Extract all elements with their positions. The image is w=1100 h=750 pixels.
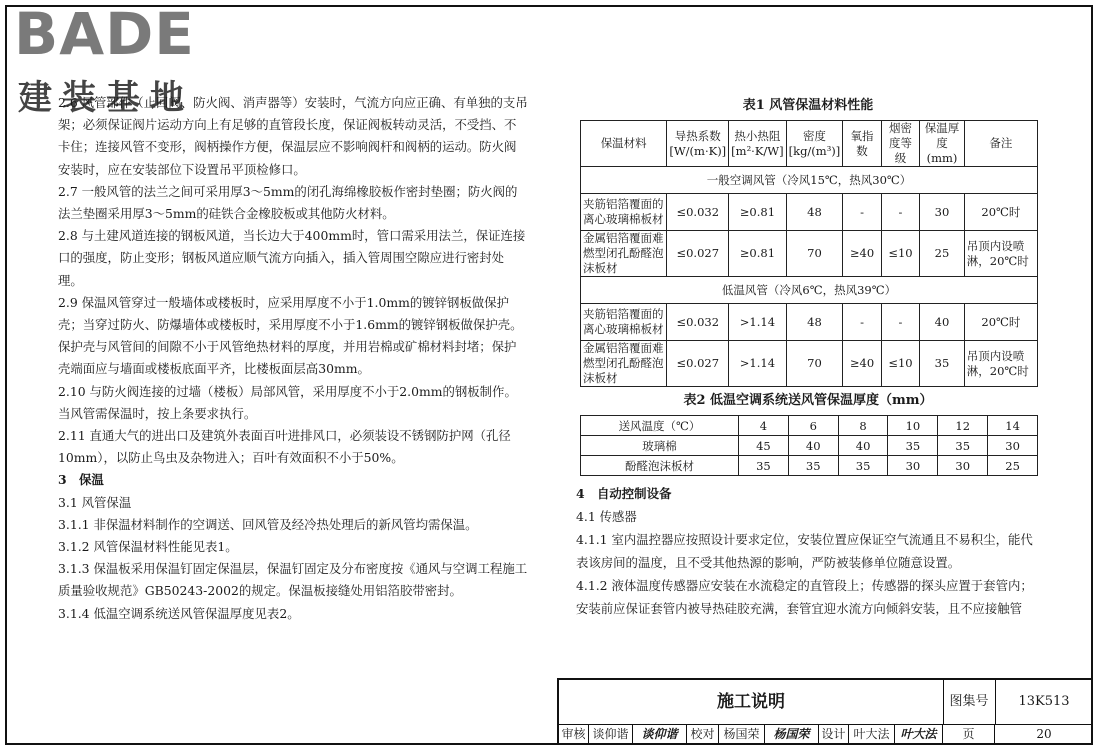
table-cell: 35	[888, 436, 938, 456]
table-cell: 8	[838, 416, 888, 436]
clause-2-7: 2.7 一般风管的法兰之间可采用厚3～5mm的闭孔海绵橡胶板作密封垫圈；防火阀的法兰垫圈采用厚3～5mm的硅铁合金橡胶板或其他防火材料。	[58, 183, 518, 222]
table-cell: 30	[938, 456, 988, 476]
table1	[580, 120, 1038, 387]
clause-2-10: 2.10 与防火阀连接的过墙（楼板）局部风管，采用厚度不小于2.0mm的钢板制作。当风管需保温时，按上条要求执行。	[58, 383, 517, 421]
table-cell: 45	[739, 436, 789, 456]
table-cell: 25	[920, 231, 965, 277]
page-label: 页	[943, 724, 995, 745]
table2-caption: 表2 低温空调系统送风管保温厚度（mm）	[683, 393, 933, 408]
table-cell: ≤10	[881, 341, 919, 387]
table-cell: 12	[938, 416, 988, 436]
table1-header: 氧指数	[843, 121, 881, 167]
table-cell: -	[881, 194, 919, 231]
designer-name: 叶大法	[849, 724, 895, 745]
table-cell: 30	[920, 194, 965, 231]
table-cell: 35	[920, 341, 965, 387]
table-cell: -	[843, 304, 881, 341]
clause-3-1-2: 3.1.2 风管保温材料性能见表1。	[58, 539, 238, 555]
table-cell: 30	[888, 456, 938, 476]
table-cell: 10	[888, 416, 938, 436]
clause-3-1-4: 3.1.4 低温空调系统送风管保温厚度见表2。	[58, 605, 300, 621]
table-cell: ≤10	[881, 231, 919, 277]
table-cell: 送风温度（℃）	[581, 416, 739, 436]
table-cell: 48	[786, 304, 843, 341]
table1-section-low-temp: 低温风管（冷风6℃，热风39℃）	[581, 277, 1038, 304]
clause-4-1: 4.1 传感器	[576, 509, 637, 524]
table-cell: 酚醛泡沫板材	[581, 456, 739, 476]
reviewer-name: 谈仰谐	[589, 724, 633, 745]
table1-header: 密度[kg/(m³)]	[786, 121, 843, 167]
table1-header: 烟密度等级	[881, 121, 919, 167]
logo-subtitle: 建装基地	[18, 78, 194, 118]
designer-signature: 叶大法	[895, 724, 943, 745]
checker-signature: 杨国荣	[765, 724, 819, 745]
title-block	[557, 678, 1093, 745]
drawing-title: 施工说明	[559, 680, 944, 725]
table-cell: ≤0.032	[667, 194, 729, 231]
table-cell: 20℃时	[964, 304, 1037, 341]
table-cell: ≥40	[843, 231, 881, 277]
table-cell: 6	[788, 416, 838, 436]
table1-header-row	[581, 121, 1038, 167]
table-cell: 金属铝箔覆面难燃型闭孔酚醛泡沫板材	[581, 341, 667, 387]
clause-2-6: 2.6 风管部件（止回阀、防火阀、消声器等）安装时，气流方向应正确、有单独的支吊架；必须保证阀片运动方向上有足够的直管段长度，保证阀板转动灵活，不受挡、不卡住；连接风管不变形，阀柄操作方便，保温层应不影响阀杆和阀柄的运动。防火阀安装时，应在安装部位下设置吊平顶检修口。	[58, 95, 528, 177]
clause-3-1: 3.1 风管保温	[58, 494, 132, 510]
table-cell: ≥40	[843, 341, 881, 387]
table-cell: ≤0.027	[667, 341, 729, 387]
clause-4-1-1: 4.1.1 室内温控器应按照设计要求定位，安装位置应保证空气流通且不易积尘，能代表该房间的温度，且不受其他热源的影响，严防被装修单位随意设置。	[576, 532, 1033, 570]
table-row	[581, 436, 1038, 456]
table-cell: 金属铝箔覆面难燃型闭孔酚醛泡沫板材	[581, 231, 667, 277]
design-label: 设计	[819, 724, 849, 745]
table-cell: 玻璃棉	[581, 436, 739, 456]
table-cell: ≥0.81	[729, 231, 786, 277]
table-cell: 夹筋铝箔覆面的离心玻璃棉板材	[581, 194, 667, 231]
table-row	[581, 194, 1038, 231]
table1-section-general: 一般空调风管（冷风15℃，热风30℃）	[581, 167, 1038, 194]
table-row	[581, 456, 1038, 476]
clause-3-1-1: 3.1.1 非保温材料制作的空调送、回风管及经冷热处理后的新风管均需保温。	[58, 516, 478, 532]
table-cell: >1.14	[729, 304, 786, 341]
reviewer-signature: 谈仰谐	[633, 724, 687, 745]
table-cell: 20℃时	[964, 194, 1037, 231]
table1-header: 导热系数[W/(m·K)]	[667, 121, 729, 167]
table1-caption: 表1 风管保温材料性能	[742, 98, 874, 113]
table-cell: 35	[788, 456, 838, 476]
section-4-heading: 4 自动控制设备	[576, 486, 672, 501]
table-cell: 吊顶内设喷淋，20℃时	[964, 231, 1037, 277]
table-row	[581, 231, 1038, 277]
table-cell: 夹筋铝箔覆面的离心玻璃棉板材	[581, 304, 667, 341]
logo-brand: BADE	[14, 0, 195, 68]
table-cell: 35	[838, 456, 888, 476]
table-row	[581, 416, 1038, 436]
table-row	[581, 341, 1038, 387]
section-3-heading: 3 保温	[58, 472, 104, 488]
clause-3-1-3: 3.1.3 保温板采用保温钉固定保温层，保温钉固定及分布密度按《通风与空调工程施工质量验收规范》GB50243-2002的规定。保温板接缝处用铝箔胶带密封。	[58, 561, 528, 599]
table1-header: 保温厚度(mm)	[920, 121, 965, 167]
table-cell: 40	[788, 436, 838, 456]
right-column	[576, 92, 1040, 620]
table-cell: 4	[739, 416, 789, 436]
table1-header: 热小热阻[m²·K/W]	[729, 121, 786, 167]
table-cell: 40	[838, 436, 888, 456]
table-row	[581, 304, 1038, 341]
table-cell: 70	[786, 341, 843, 387]
table-cell: 40	[920, 304, 965, 341]
table-cell: 48	[786, 194, 843, 231]
table-cell: -	[843, 194, 881, 231]
clause-2-9: 2.9 保温风管穿过一般墙体或楼板时，应采用厚度不小于1.0mm的镀锌钢板做保护壳；当穿过防火、防爆墙体或楼板时，采用厚度不小于1.6mm的镀锌钢板做保护壳。保护壳与风管间的间隙不小于风管绝热材料的厚度，并用岩棉或矿棉材料封堵；保护壳端面应与墙面或楼板底面平齐，比楼板面层高30mm。	[58, 294, 523, 377]
table1-header: 保温材料	[581, 121, 667, 167]
signature-row	[559, 724, 1093, 745]
table-cell: ≤0.027	[667, 231, 729, 277]
clause-2-11: 2.11 直通大气的进出口及建筑外表面百叶进排风口，必须装设不锈钢防护网（孔径10mm），以防止鸟虫及杂物进入；百叶有效面积不小于50%。	[58, 428, 511, 466]
table-cell: 70	[786, 231, 843, 277]
table-cell: 30	[988, 436, 1038, 456]
table-cell: ≥0.81	[729, 194, 786, 231]
checker-name: 杨国荣	[719, 724, 765, 745]
table-cell: 25	[988, 456, 1038, 476]
left-column	[58, 92, 528, 625]
table1-header: 备注	[964, 121, 1037, 167]
page-number: 20	[1036, 727, 1052, 741]
clause-4-1-2: 4.1.2 液体温度传感器应安装在水流稳定的直管段上；传感器的探头应置于套管内；安装前应保证套管内被导热硅胶充满，套管宜迎水流方向倾斜安装，且不应接触管	[576, 578, 1033, 616]
table-cell: 吊顶内设喷淋，20℃时	[964, 341, 1037, 387]
atlas-number: 13K513	[995, 680, 1093, 725]
table-cell: 35	[739, 456, 789, 476]
table-cell: -	[881, 304, 919, 341]
table2	[580, 415, 1038, 476]
clause-2-8: 2.8 与土建风道连接的钢板风道，当长边大于400mm时，管口需采用法兰，保证连接口的强度，防止变形；钢板风道应顺气流方向插入，插入管周围空隙应进行密封处理。	[58, 228, 526, 288]
check-label: 校对	[687, 724, 719, 745]
atlas-label: 图集号	[943, 680, 996, 725]
review-label: 审核	[559, 724, 589, 745]
table-cell: ≤0.032	[667, 304, 729, 341]
table-cell: 35	[938, 436, 988, 456]
table-cell: >1.14	[729, 341, 786, 387]
table-cell: 14	[988, 416, 1038, 436]
